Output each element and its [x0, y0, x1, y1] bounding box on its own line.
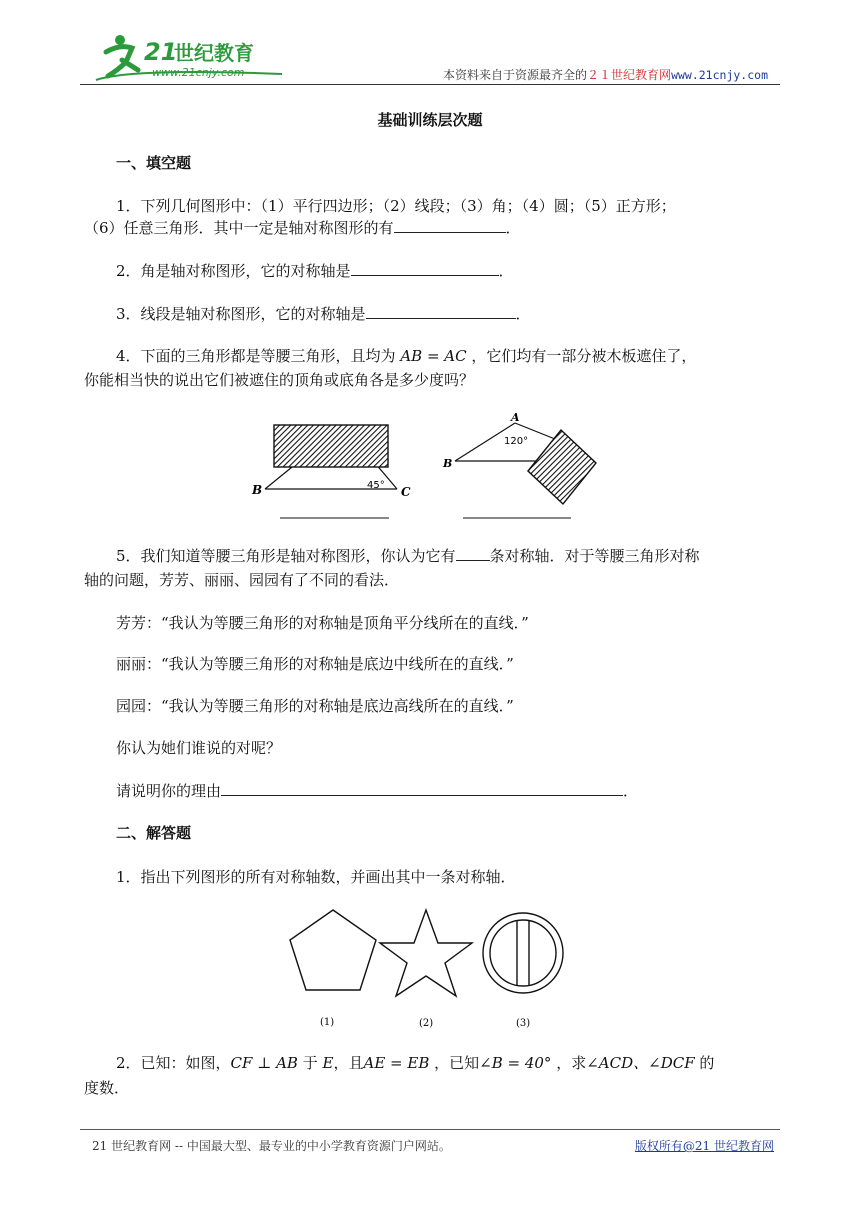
s2q2-line2: 度数． [84, 1079, 130, 1097]
s2q2-line1: 2．已知：如图，CF ⊥ AB 于 E，且AE = EB ，已知∠B = 40° ，求∠ACD、∠DCF 的 [116, 1054, 715, 1072]
s2q1: 1．指出下列图形的所有对称轴数，并画出其中一条对称轴． [116, 868, 516, 886]
s2q2-point-e: E [322, 1054, 334, 1072]
left-board [274, 425, 388, 467]
symmetry-figures [280, 905, 580, 1035]
fig2-caption-1: (1) [320, 1017, 335, 1028]
q1-line1: 1．下列几何图形中：（1）平行四边形；（2）线段；（3）角；（4）圆；（5）正方形； [116, 197, 676, 215]
q4-line2: 你能相当快的说出它们被遮住的顶角或底角各是多少度吗？ [84, 371, 475, 389]
s2q2-math-1: CF ⊥ AB [230, 1054, 298, 1072]
star-shape [380, 910, 472, 996]
left-label-b: B [252, 483, 263, 497]
header-source-note: 本资料来自于资源最齐全的２１世纪教育网www.21cnjy.com [443, 68, 768, 82]
svg-text:21: 21 [144, 38, 178, 66]
q5-fangfang: 芳芳：“我认为等腰三角形的对称轴是顶角平分线所在的直线．” [116, 614, 529, 632]
q5-answer-blank[interactable] [456, 545, 490, 561]
q3-answer-blank[interactable] [366, 303, 516, 319]
footer-divider [80, 1129, 780, 1130]
left-angle: 45° [367, 480, 385, 491]
section-fill-in: 一、填空题 [116, 154, 192, 172]
right-board [528, 430, 596, 504]
left-label-c: C [401, 485, 411, 499]
header-url[interactable]: www.21cnjy.com [671, 68, 768, 82]
q2-answer-blank[interactable] [351, 260, 499, 276]
q3: 3．线段是轴对称图形，它的对称轴是 ． [116, 305, 531, 323]
q1-line2: （6）任意三角形．其中一定是轴对称图形的有 ． [84, 219, 521, 237]
header-brand: ２１世纪教育网 [587, 68, 672, 82]
q5-line2: 轴的问题，芳芳、丽丽、园园有了不同的看法． [84, 571, 400, 589]
q5-line1: 5．我们知道等腰三角形是轴对称图形，你认为它有 条对称轴．对于等腰三角形对称 [116, 547, 700, 565]
header-divider [80, 84, 780, 85]
q1-answer-blank[interactable] [394, 217, 506, 233]
q4-figure [245, 408, 615, 528]
site-logo [92, 30, 292, 86]
s2q2-math-2: AE = EB [363, 1054, 430, 1072]
q5-reason-blank[interactable] [221, 780, 623, 796]
fig2-caption-3: (3) [516, 1018, 531, 1029]
section-answer: 二、解答题 [116, 824, 192, 842]
pentagon-shape [290, 910, 376, 990]
right-label-b: B [443, 457, 453, 470]
footer-tagline: 21 世纪教育网 -- 中国最大型、最专业的中小学教育资源门户网站。 [92, 1139, 451, 1153]
right-label-a: A [511, 411, 520, 424]
right-triangle [442, 411, 596, 518]
q2: 2．角是轴对称图形，它的对称轴是 ． [116, 262, 514, 280]
s2q2-math-3: ∠B = 40° [479, 1054, 552, 1072]
q5-reason: 请说明你的理由 ． [116, 782, 639, 800]
left-triangle [251, 425, 411, 518]
right-angle: 120° [504, 436, 529, 447]
q4-line1: 4．下面的三角形都是等腰三角形，且均为 AB = AC ，它们均有一部分被木板遮住了， [116, 347, 697, 365]
q5-question: 你认为她们谁说的对呢？ [116, 739, 282, 757]
svg-text:世纪教育: 世纪教育 [174, 41, 254, 65]
q5-lili: 丽丽：“我认为等腰三角形的对称轴是底边中线所在的直线．” [116, 655, 514, 673]
footer-copyright-link[interactable]: 版权所有@21 世纪教育网 [634, 1139, 774, 1153]
q5-yuanyuan: 园园：“我认为等腰三角形的对称轴是底边高线所在的直线．” [116, 697, 514, 715]
svg-text:www.21cnjy.com: www.21cnjy.com [152, 66, 245, 79]
s2q2-math-4: ∠ACD、∠DCF [586, 1054, 695, 1072]
page-title: 基础训练层次题 [377, 111, 483, 129]
fig2-caption-2: (2) [419, 1018, 434, 1029]
circle-shape [483, 913, 563, 993]
q4-math: AB = AC [400, 347, 467, 365]
